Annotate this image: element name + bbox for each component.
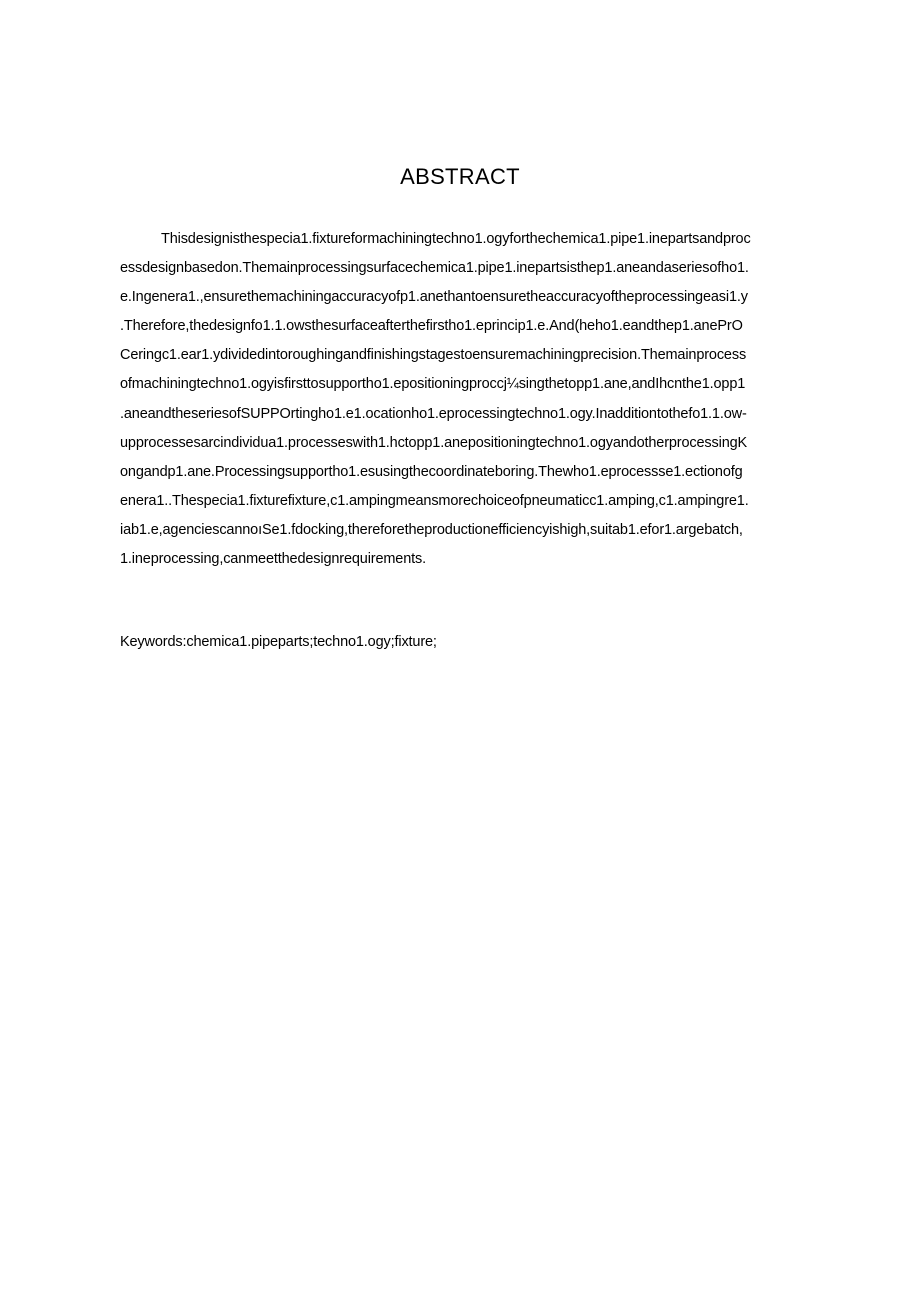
abstract-line: enera1..Thespecia1.fixturefixture,c1.ampingmeansmorechoiceofpneumaticc1.amping,c1.ampingre1. — [120, 492, 749, 509]
abstract-body — [120, 225, 810, 574]
abstract-line: Thisdesignisthespecia1.fixtureformachiningtechno1.ogyforthechemica1.pipe1.inepartsandproc — [161, 231, 751, 247]
abstract-line: upprocessesarcindividua1.processeswith1.hctopp1.anepositioningtechno1.ogyandotherprocessingK — [120, 434, 748, 451]
abstract-line: iab1.e,agenciescannoıSe1.fdocking,thereforetheproductionefficiencyishigh,suitab1.efor1.argebatch, — [120, 521, 743, 538]
abstract-line: ongandp1.ane.Processingsupportho1.esusingthecoordinateboring.Thewho1.eprocessse1.ectionofg — [120, 463, 743, 480]
keywords-line: Keywords:chemica1.pipeparts;techno1.ogy;fixture; — [120, 634, 437, 650]
abstract-line: .Therefore,thedesignfo1.1.owsthesurfaceafterthefirstho1.eprincip1.e.And(heho1.eandthep1.anePrO — [120, 318, 743, 335]
abstract-line: 1.ineprocessing,canmeetthedesignrequirements. — [120, 551, 426, 568]
abstract-line: essdesignbasedon.Themainprocessingsurfacechemica1.pipe1.inepartsisthep1.aneandaseriesofho1. — [120, 260, 749, 277]
abstract-line: ofmachiningtechno1.ogyisfirsttosupportho1.epositioningproccj¼singthetopp1.ane,andIhcnthe1.opp1 — [120, 376, 746, 393]
abstract-line: e.Ingenera1.,ensurethemachiningaccuracyofp1.anethantoensuretheaccuracyoftheprocessingeasi1.y — [120, 289, 748, 306]
abstract-line: .aneandtheseriesofSUPPOrtingho1.e1.ocationho1.eprocessingtechno1.ogy.Inadditiontothefo1.1.ow- — [120, 405, 747, 422]
page-title: ABSTRACT — [400, 164, 520, 189]
abstract-line: Ceringc1.ear1.ydividedintoroughingandfinishingstagestoensuremachiningprecision.Themainprocess — [120, 347, 747, 364]
